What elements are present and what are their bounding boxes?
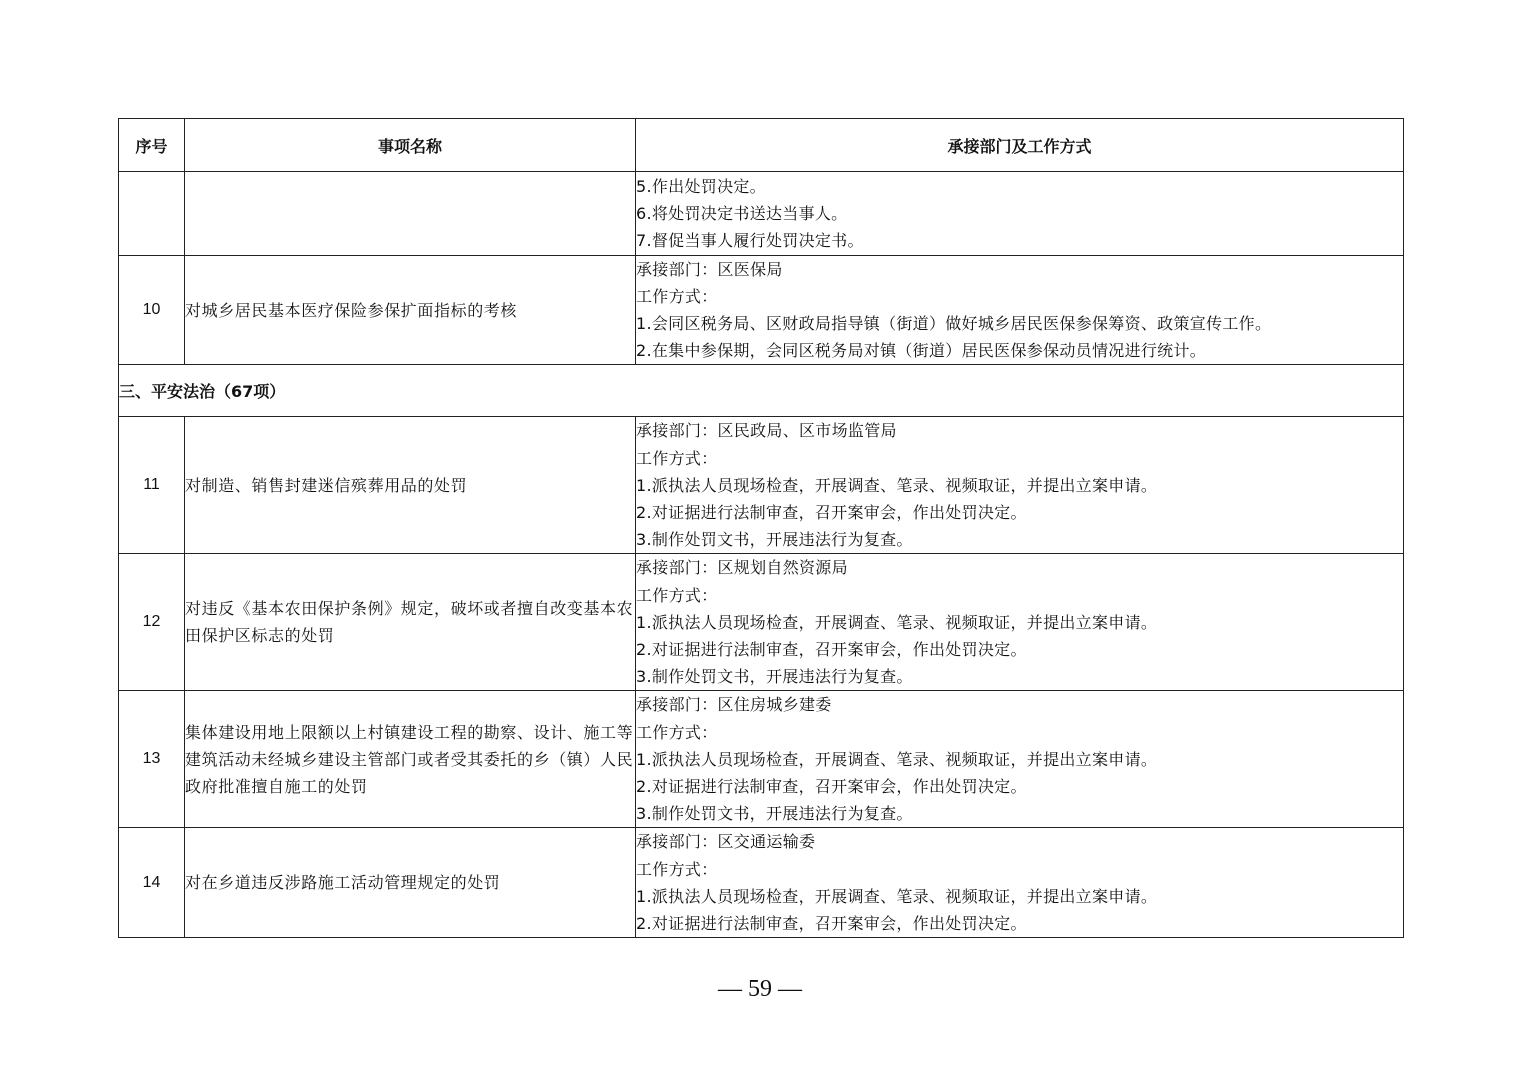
row-detail bbox=[636, 828, 1404, 938]
detail-line: 3.制作处罚文书，开展违法行为复查。 bbox=[636, 804, 913, 824]
row-detail bbox=[636, 554, 1404, 691]
detail-line: 工作方式： bbox=[636, 859, 718, 879]
detail-line: 1.派执法人员现场检查，开展调查、笔录、视频取证，并提出立案申请。 bbox=[636, 749, 1158, 769]
row-number: 10 bbox=[119, 255, 185, 365]
detail-line: 2.对证据进行法制审查，召开案审会，作出处罚决定。 bbox=[636, 914, 1027, 934]
detail-line: 1.会同区税务局、区财政局指导镇（街道）做好城乡居民医保参保筹资、政策宣传工作。 bbox=[636, 314, 1272, 334]
detail-line: 承接部门：区交通运输委 bbox=[636, 832, 816, 852]
detail-line: 2.对证据进行法制审查，召开案审会，作出处罚决定。 bbox=[636, 640, 1027, 660]
detail-line: 3.制作处罚文书，开展违法行为复查。 bbox=[636, 530, 913, 550]
detail-line: 2.对证据进行法制审查，召开案审会，作出处罚决定。 bbox=[636, 503, 1027, 523]
detail-line: 2.在集中参保期，会同区税务局对镇（街道）居民医保参保动员情况进行统计。 bbox=[636, 341, 1207, 361]
header-serial-number: 序号 bbox=[119, 119, 185, 172]
detail-line: 工作方式： bbox=[636, 722, 718, 742]
row-number bbox=[119, 172, 185, 256]
detail-line: 工作方式： bbox=[636, 286, 718, 306]
row-item-name: 对违反《基本农田保护条例》规定，破坏或者擅自改变基本农田保护区标志的处罚 bbox=[185, 554, 636, 691]
detail-line: 承接部门：区住房城乡建委 bbox=[636, 695, 832, 715]
detail-line: 1.派执法人员现场检查，开展调查、笔录、视频取证，并提出立案申请。 bbox=[636, 475, 1158, 495]
detail-line: 承接部门：区规划自然资源局 bbox=[636, 558, 848, 578]
section-title: 三、平安法治（67项） bbox=[119, 365, 1404, 417]
detail-line: 3.制作处罚文书，开展违法行为复查。 bbox=[636, 667, 913, 687]
header-item-name: 事项名称 bbox=[185, 119, 636, 172]
detail-line: 7.督促当事人履行处罚决定书。 bbox=[636, 231, 864, 251]
detail-line: 工作方式： bbox=[636, 448, 718, 468]
detail-line: 2.对证据进行法制审查，召开案审会，作出处罚决定。 bbox=[636, 777, 1027, 797]
row-item-name: 对在乡道违反涉路施工活动管理规定的处罚 bbox=[185, 828, 636, 938]
header-department-and-method: 承接部门及工作方式 bbox=[636, 119, 1404, 172]
table-row bbox=[119, 828, 1404, 938]
row-item-name: 对城乡居民基本医疗保险参保扩面指标的考核 bbox=[185, 255, 636, 365]
row-item-name: 集体建设用地上限额以上村镇建设工程的勘察、设计、施工等建筑活动未经城乡建设主管部门或者受其委托的乡（镇）人民政府批准擅自施工的处罚 bbox=[185, 691, 636, 828]
row-number: 13 bbox=[119, 691, 185, 828]
row-detail bbox=[636, 417, 1404, 554]
detail-line: 6.将处罚决定书送达当事人。 bbox=[636, 204, 848, 224]
detail-line: 工作方式： bbox=[636, 585, 718, 605]
detail-line: 承接部门：区民政局、区市场监管局 bbox=[636, 421, 897, 441]
page-number: — 59 — bbox=[718, 976, 802, 1002]
table-header-row bbox=[119, 119, 1404, 172]
detail-line: 1.派执法人员现场检查，开展调查、笔录、视频取证，并提出立案申请。 bbox=[636, 886, 1158, 906]
row-item-name bbox=[185, 172, 636, 256]
row-detail bbox=[636, 172, 1404, 256]
detail-line: 承接部门：区医保局 bbox=[636, 259, 783, 279]
row-number: 14 bbox=[119, 828, 185, 938]
table-row bbox=[119, 417, 1404, 554]
row-number: 11 bbox=[119, 417, 185, 554]
row-item-name: 对制造、销售封建迷信殡葬用品的处罚 bbox=[185, 417, 636, 554]
row-detail bbox=[636, 691, 1404, 828]
section-row bbox=[119, 365, 1404, 417]
table-row bbox=[119, 554, 1404, 691]
table-row-continuation bbox=[119, 172, 1404, 256]
table-row bbox=[119, 255, 1404, 365]
detail-line: 5.作出处罚决定。 bbox=[636, 177, 766, 196]
items-table bbox=[118, 118, 1404, 938]
table-row bbox=[119, 691, 1404, 828]
detail-line: 1.派执法人员现场检查，开展调查、笔录、视频取证，并提出立案申请。 bbox=[636, 612, 1158, 632]
row-number: 12 bbox=[119, 554, 185, 691]
row-detail bbox=[636, 255, 1404, 365]
